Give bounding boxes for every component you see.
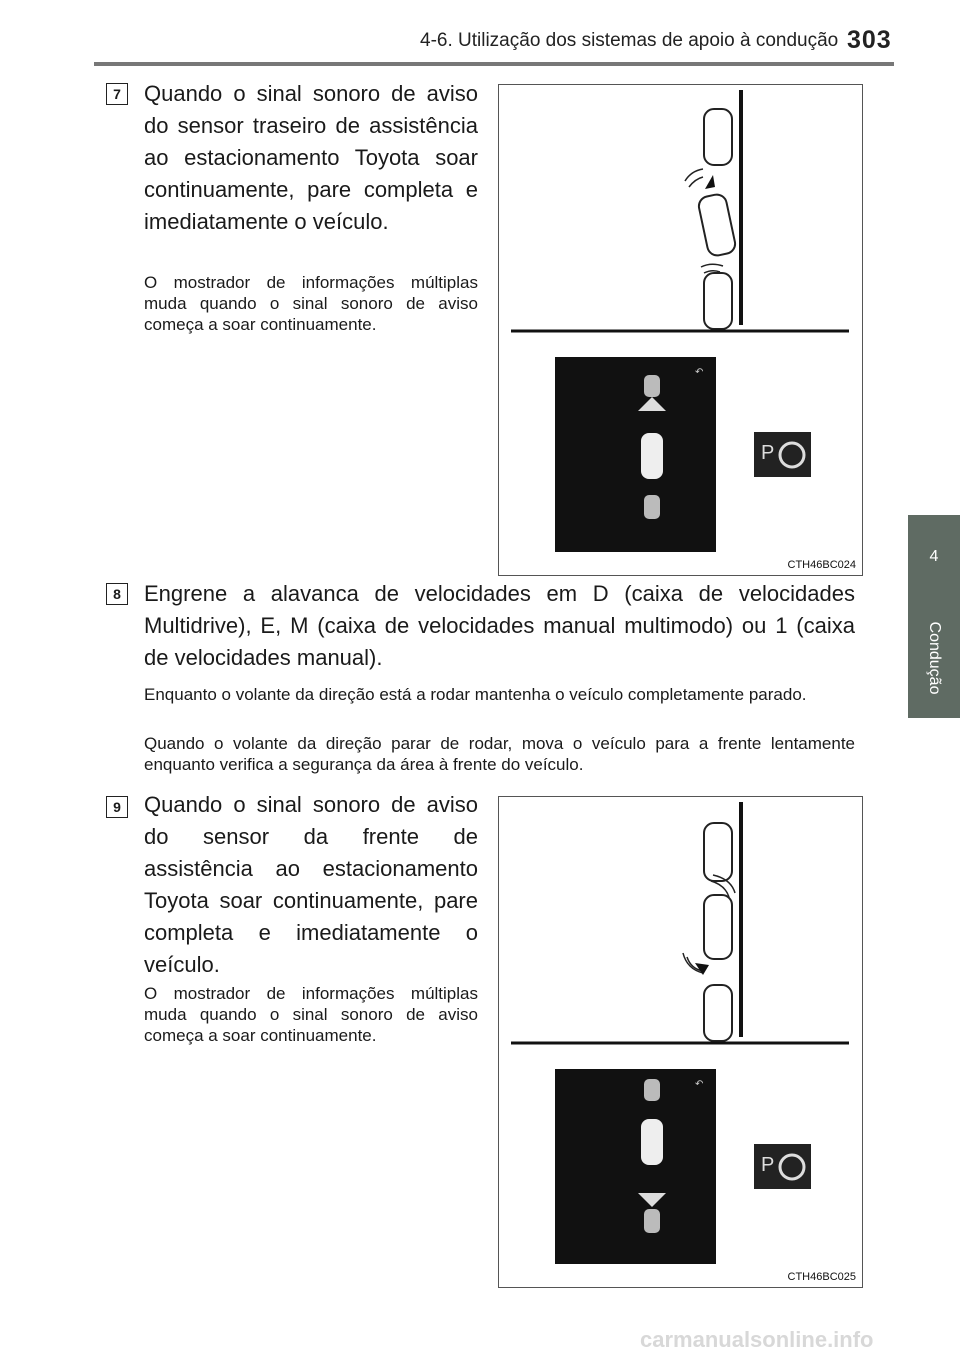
- step-8-instruction: Engrene a alavanca de velocidades em D (caixa de velocidades Multidrive), E, M (caixa de velocidades manual multimodo) ou 1 (caixa de velocidades manual).: [144, 581, 855, 670]
- header-title: 4-6. Utilização dos sistemas de apoio à condução: [420, 30, 839, 51]
- chapter-tab-number[interactable]: 4: [908, 515, 960, 598]
- step-8-number: 8: [106, 583, 128, 605]
- svg-text:P: P: [761, 442, 775, 464]
- step-7-number: 7: [106, 83, 128, 105]
- step-7-figure: [498, 84, 863, 576]
- step-9-note: O mostrador de informações múltiplas muda quando o sinal sonoro de aviso começa a soar continuamente.: [144, 984, 478, 1045]
- step-9-number: 9: [106, 796, 128, 818]
- header-rule: [94, 62, 894, 66]
- step-9-instruction: Quando o sinal sonoro de aviso do sensor da frente de assistência ao estacionamento Toyota soar continuamente, pare completa e imediatamente o veículo.: [144, 792, 478, 977]
- parking-diagram-rear: [499, 85, 862, 575]
- chapter-tab-label[interactable]: [908, 598, 960, 718]
- svg-text:↶: ↶: [695, 367, 704, 378]
- step-8-note-1: Enquanto o volante da direção está a rodar mantenha o veículo completamente parado.: [144, 685, 807, 704]
- step-8-note-2: Quando o volante da direção parar de rodar, mova o veículo para a frente lentamente enquanto verifica a segurança da área à frente do veículo.: [144, 734, 855, 774]
- figure-code: CTH46BC024: [787, 559, 856, 571]
- step-9-figure: [498, 796, 863, 1288]
- figure-code: CTH46BC025: [787, 1271, 856, 1283]
- chapter-tab-label-text: Condução: [926, 621, 943, 695]
- step-7-note: O mostrador de informações múltiplas muda quando o sinal sonoro de aviso começa a soar continuamente.: [144, 273, 478, 334]
- svg-text:↶: ↶: [695, 1079, 704, 1090]
- page-number: 303: [847, 26, 892, 54]
- step-7-instruction: Quando o sinal sonoro de aviso do sensor traseiro de assistência ao estacionamento Toyota soar continuamente, pare completa e imediatamente o veículo.: [144, 81, 478, 234]
- svg-text:P: P: [761, 1154, 775, 1176]
- parking-diagram-front: [499, 797, 862, 1287]
- watermark: carmanualsonline.info: [640, 1327, 874, 1352]
